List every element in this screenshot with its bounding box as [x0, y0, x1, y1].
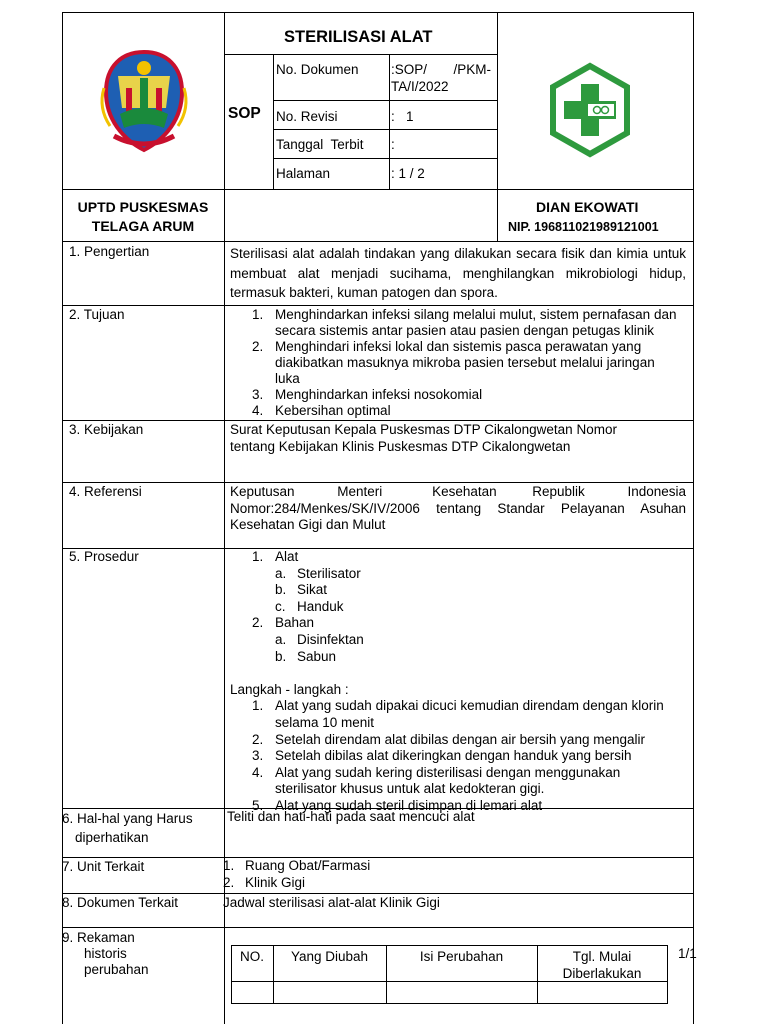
pengertian-line: termasuk bakteri, kuman patogen dan spora. [230, 285, 498, 300]
step-line: Setelah direndam alat dibilas dengan air bersih yang mengalir [275, 731, 645, 747]
list-item [223, 875, 370, 892]
meta-value-no-dokumen: :SOP/ /PKM-TA/I/2022 [391, 62, 491, 94]
step-line: Setelah dibilas alat dikeringkan dengan handuk yang bersih [275, 748, 632, 764]
meta-value-halaman: : 1 / 2 [391, 166, 425, 181]
section-label-line: perubahan [84, 962, 149, 977]
tujuan-list [252, 307, 688, 419]
list-number: 3. [252, 387, 264, 402]
meta-label-no-revisi: No. Revisi [276, 109, 338, 124]
item-text: Klinik Gigi [245, 874, 306, 890]
kebijakan-line: tentang Kebijakan Klinis Puskesmas DTP Cikalongwetan [230, 438, 571, 454]
list-number: 2. [252, 339, 264, 354]
list-number: 2. [223, 874, 235, 890]
section-label-rekaman [62, 930, 149, 978]
list-number: 5. [252, 797, 264, 813]
list-heading: Alat [275, 549, 299, 564]
item-text: Sterilisator [297, 565, 361, 581]
item-line: Kebersihan optimal [275, 403, 391, 418]
step-line: Alat yang sudah kering disterilisasi dengan menggunakan [275, 764, 621, 780]
referensi-line: Keputusan Menteri Kesehatan Republik Indonesia [230, 484, 686, 499]
list-item [230, 632, 688, 649]
item-text: Handuk [297, 598, 344, 614]
item-line: Menghindarkan infeksi nosokomial [275, 387, 483, 402]
item-text: Ruang Obat/Farmasi [245, 858, 371, 873]
meta-label-no-dokumen: No. Dokumen [276, 62, 359, 77]
organization-name-line-1: UPTD PUSKESMAS [77, 199, 209, 215]
meta-label-halaman: Halaman [276, 166, 331, 181]
section-label-prosedur: 5. Prosedur [69, 549, 139, 564]
item-line: secara sistemis antar pasien atau pasien dengan petugas klinik [275, 323, 654, 338]
section-label-pengertian: 1. Pengertian [69, 244, 150, 259]
section-label-tujuan: 2. Tujuan [69, 307, 125, 322]
list-item [230, 649, 688, 666]
list-letter: a. [275, 565, 287, 581]
item-line: luka [275, 371, 300, 386]
list-item [252, 387, 688, 403]
langkah-heading: Langkah - langkah : [230, 681, 349, 697]
list-item [230, 599, 688, 616]
step-item [230, 765, 688, 798]
referensi-line: Nomor:284/Menkes/SK/IV/2006 tentang Standar Pelayanan Asuhan [230, 500, 686, 516]
section-label-referensi: 4. Referensi [69, 484, 142, 499]
item-line: Menghindari infeksi lokal dan sistemis pasca perawatan yang [275, 339, 642, 354]
hal-text: Teliti dan hati-hati pada saat mencuci alat [227, 809, 475, 824]
kebijakan-line: Surat Keputusan Kepala Puskesmas DTP Cikalongwetan Nomor [230, 422, 617, 437]
meta-value-no-revisi: : 1 [391, 109, 414, 124]
list-item [223, 858, 370, 875]
list-item [252, 403, 688, 419]
list-letter: c. [275, 598, 286, 614]
organization-name-line-2: TELAGA ARUM [91, 218, 195, 234]
section-label-line: 9. Rekaman [62, 930, 135, 945]
list-letter: b. [275, 582, 287, 598]
step-item [230, 732, 688, 749]
table-header-line: Tgl. Mulai [572, 949, 632, 964]
table-header-tgl-mulai [537, 949, 667, 982]
signatory-nip: NIP. 196811021989121001 [508, 220, 659, 234]
item-text: Sabun [297, 648, 337, 664]
item-line: Menghindarkan infeksi silang melalui mulut, sistem pernafasan dan [275, 307, 677, 322]
list-number: 3. [252, 748, 264, 764]
item-line: diakibatkan masuknya mikroba pasien tersebut melalui jaringan [275, 355, 655, 370]
step-line: selama 10 menit [275, 714, 375, 730]
step-line: Alat yang sudah dipakai dicuci kemudian direndam dengan klorin [275, 698, 664, 714]
step-item [230, 748, 688, 765]
pengertian-text [230, 244, 686, 303]
list-number: 4. [252, 764, 264, 780]
step-line: sterilisator khusus untuk alat kedokteran gigi. [275, 781, 545, 797]
item-text: Sikat [297, 582, 328, 598]
prosedur-content [230, 549, 688, 815]
puskesmas-logo [548, 62, 632, 158]
dokumen-text: Jadwal sterilisasi alat-alat Klinik Gigi [223, 895, 440, 910]
list-letter: a. [275, 631, 287, 647]
section-label-line: diperhatikan [75, 830, 149, 845]
list-item [230, 582, 688, 599]
section-label-hal [62, 809, 193, 847]
list-item [252, 339, 688, 387]
referensi-text [230, 484, 686, 534]
signatory-name: DIAN EKOWATI [536, 199, 639, 215]
sop-label: SOP [228, 105, 261, 122]
table-header-no: NO. [239, 949, 264, 964]
list-heading: Bahan [275, 615, 315, 631]
section-label-line: 6. Hal-hal yang Harus [62, 811, 193, 826]
section-label-dokumen: 8. Dokumen Terkait [62, 895, 179, 910]
table-header-yang-diubah: Yang Diubah [290, 949, 369, 964]
meta-label-tanggal-terbit: Tanggal Terbit [276, 137, 364, 152]
table-header-line: Diberlakukan [562, 965, 642, 981]
list-number: 1. [252, 549, 264, 564]
pengertian-line: membuat alat menjadi sucihama, menghilangkan mikrobiologi hidup, [230, 265, 686, 281]
meta-value-tanggal-terbit: : [391, 137, 395, 152]
list-number: 1. [223, 858, 235, 873]
section-label-kebijakan: 3. Kebijakan [69, 422, 144, 437]
list-number: 1. [252, 698, 264, 714]
item-text: Disinfektan [297, 631, 364, 647]
list-number: 4. [252, 403, 264, 418]
kebijakan-text [230, 422, 617, 455]
section-label-line: historis [84, 946, 127, 961]
pengertian-line: Sterilisasi alat adalah tindakan yang dilakukan secara fisik dan kimia untuk [230, 246, 686, 261]
unit-list [223, 858, 370, 891]
list-number: 2. [252, 615, 264, 631]
list-number: 1. [252, 307, 264, 322]
regional-logo [96, 48, 192, 156]
organization-name [62, 198, 224, 236]
page-indicator: 1/1 [678, 946, 697, 961]
prosedur-bahan [230, 615, 688, 632]
list-item [252, 307, 688, 339]
section-label-unit: 7. Unit Terkait [62, 859, 145, 874]
step-item [230, 698, 688, 731]
list-letter: b. [275, 648, 287, 664]
list-number: 2. [252, 731, 264, 747]
prosedur-alat [230, 549, 688, 566]
list-item [230, 566, 688, 583]
referensi-line: Kesehatan Gigi dan Mulut [230, 517, 386, 532]
document-title: STERILISASI ALAT [284, 28, 433, 46]
step-line: Alat yang sudah steril disimpan di lemari alat [275, 797, 543, 813]
table-header-isi-perubahan: Isi Perubahan [419, 949, 504, 964]
